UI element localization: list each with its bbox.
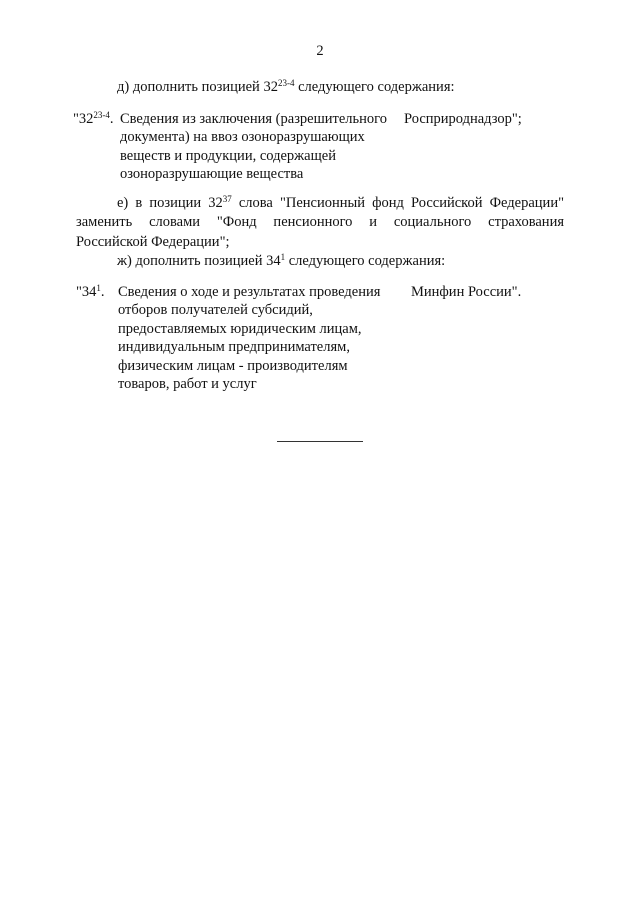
description-line: товаров, работ и услуг: [118, 376, 257, 393]
amendment-item-zh-text-end: следующего содержания:: [285, 253, 446, 269]
amendment-item-e: [76, 194, 564, 252]
position-description-32-23-4: [120, 110, 387, 184]
description-line: Сведения о ходе и результатах проведения: [118, 284, 381, 300]
description-line: документа) на ввоз озоноразрушающих: [120, 129, 365, 146]
position-marker-32-23-4: [73, 110, 114, 128]
description-line: отборов получателей субсидий,: [118, 302, 313, 319]
description-line: индивидуальным предпринимателям,: [118, 339, 350, 356]
position-description-34-1: [118, 283, 380, 393]
position-marker-dot: .: [100, 284, 105, 300]
description-line: Сведения из заключения (разрешительного: [120, 111, 388, 127]
amendment-item-d: [117, 78, 455, 96]
amendment-item-e-line-1: [76, 194, 564, 213]
amendment-item-d-text: д) дополнить позицией 32: [117, 79, 278, 95]
position-marker-number: "34: [76, 284, 97, 300]
amendment-item-d-text-end: следующего содержания:: [294, 79, 455, 95]
amendment-item-zh-superscript: 1: [280, 252, 286, 262]
position-authority-32-23-4: Росприроднадзор";: [404, 111, 522, 127]
description-line: веществ и продукции, содержащей: [120, 147, 336, 164]
description-line: предоставляемых юридическим лицам,: [118, 320, 362, 337]
page-number: 2: [316, 43, 324, 59]
position-marker-superscript: 1: [96, 283, 101, 293]
amendment-item-d-superscript: 23-4: [277, 78, 295, 88]
amendment-item-e-text: е) в позиции 32: [117, 195, 223, 211]
amendment-item-zh-text: ж) дополнить позицией 34: [117, 253, 281, 269]
amendment-item-zh: [117, 252, 445, 270]
amendment-item-e-line-3: Российской Федерации";: [76, 233, 230, 250]
description-line: физическим лицам - производителям: [118, 357, 348, 374]
amendment-item-e-line-2: заменить словами "Фонд пенсионного и социального страхования: [76, 214, 564, 231]
document-end-rule: [277, 441, 363, 442]
position-marker-dot: .: [109, 111, 114, 127]
amendment-item-e-superscript: 37: [222, 194, 232, 204]
position-authority-34-1: Минфин России".: [411, 284, 522, 300]
description-line: озоноразрушающие вещества: [120, 166, 304, 183]
position-marker-number: "32: [73, 111, 94, 127]
position-marker-superscript: 23-4: [93, 110, 110, 120]
amendment-item-e-text-end: слова "Пенсионный фонд Российской Федерации": [231, 195, 564, 211]
position-marker-34-1: [76, 283, 105, 301]
